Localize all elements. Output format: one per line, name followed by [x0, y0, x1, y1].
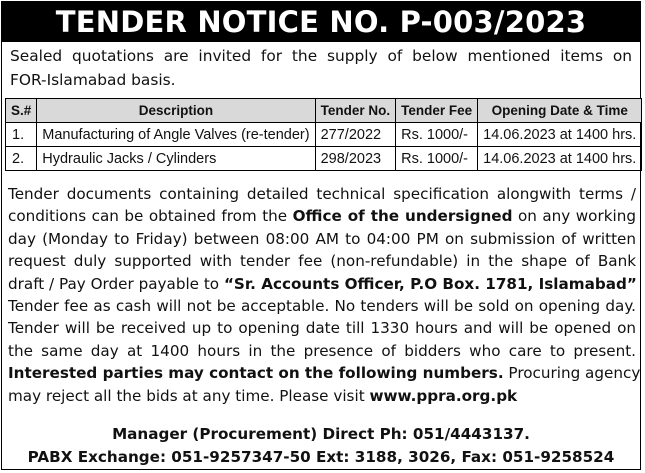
row-description: Hydraulic Jacks / Cylinders [37, 147, 315, 171]
terms-line: the same day at 1400 hours in the presence of bidders who care to present. [8, 341, 636, 360]
row-serial: 1. [6, 123, 37, 147]
terms-line: draft / Pay Order payable to “Sr. Accounts Officer, P.O Box. 1781, Islamabad” [8, 274, 637, 293]
manager-contact-line: Manager (Procurement) Direct Ph: 051/4443137. [112, 425, 530, 443]
terms-paragraph [8, 183, 641, 407]
row-tender-fee: Rs. 1000/- [396, 147, 478, 171]
header-opening-date: Opening Date & Time [478, 99, 642, 123]
terms-line: may reject all the bids at any time. Please visit www.ppra.org.pk [8, 386, 518, 405]
terms-line: Tender fee as cash will not be acceptable. No tenders will be sold on opening day. [8, 297, 636, 316]
terms-line: Tender will be received up to opening date till 1330 hours and will be opened on [8, 319, 636, 338]
header-serial: S.# [6, 99, 37, 123]
notice-title: TENDER NOTICE NO. P-003/2023 [2, 2, 640, 42]
terms-line: conditions can be obtained from the Office of the undersigned on any working [8, 207, 636, 226]
header-tender-fee: Tender Fee [396, 99, 478, 123]
terms-line: day (Monday to Friday) between 08:00 AM to 04:00 PM on submission of written [8, 229, 636, 248]
pabx-contact-line: PABX Exchange: 051-9257347-50 Ext: 3188, 3026, Fax: 051-9258524 [27, 448, 615, 466]
terms-line: Tender documents containing detailed technical specification alongwith terms / [8, 185, 636, 203]
row-description: Manufacturing of Angle Valves (re-tender) [37, 123, 315, 147]
terms-line: request duly supported with tender fee (non-refundable) in the shape of Bank [8, 252, 636, 271]
table-row [6, 147, 642, 171]
table-header-row [6, 99, 642, 123]
header-description: Description [37, 99, 315, 123]
row-tender-no: 298/2023 [315, 147, 396, 171]
row-opening-date: 14.06.2023 at 1400 hrs. [478, 147, 642, 171]
contact-emphasis: Interested parties may contact on the following numbers. [8, 364, 504, 383]
terms-line: Interested parties may contact on the following numbers. Procuring agency [8, 364, 641, 383]
ppra-website-link[interactable]: www.ppra.org.pk [369, 386, 518, 405]
office-emphasis: Office of the undersigned [292, 207, 513, 226]
row-tender-no: 277/2022 [315, 123, 396, 147]
table-row [6, 123, 642, 147]
header-tender-no: Tender No. [315, 99, 396, 123]
tender-notice [1, 1, 641, 470]
row-opening-date: 14.06.2023 at 1400 hrs. [478, 123, 642, 147]
intro-line-2: FOR-Islamabad basis. [10, 71, 176, 89]
intro-paragraph [10, 44, 632, 92]
tender-items-table [5, 98, 642, 171]
intro-line-1: Sealed quotations are invited for the supply of below mentioned items on [10, 47, 632, 65]
payee-emphasis: “Sr. Accounts Officer, P.O Box. 1781, Islamabad” [223, 274, 637, 293]
row-serial: 2. [6, 147, 37, 171]
row-tender-fee: Rs. 1000/- [396, 123, 478, 147]
